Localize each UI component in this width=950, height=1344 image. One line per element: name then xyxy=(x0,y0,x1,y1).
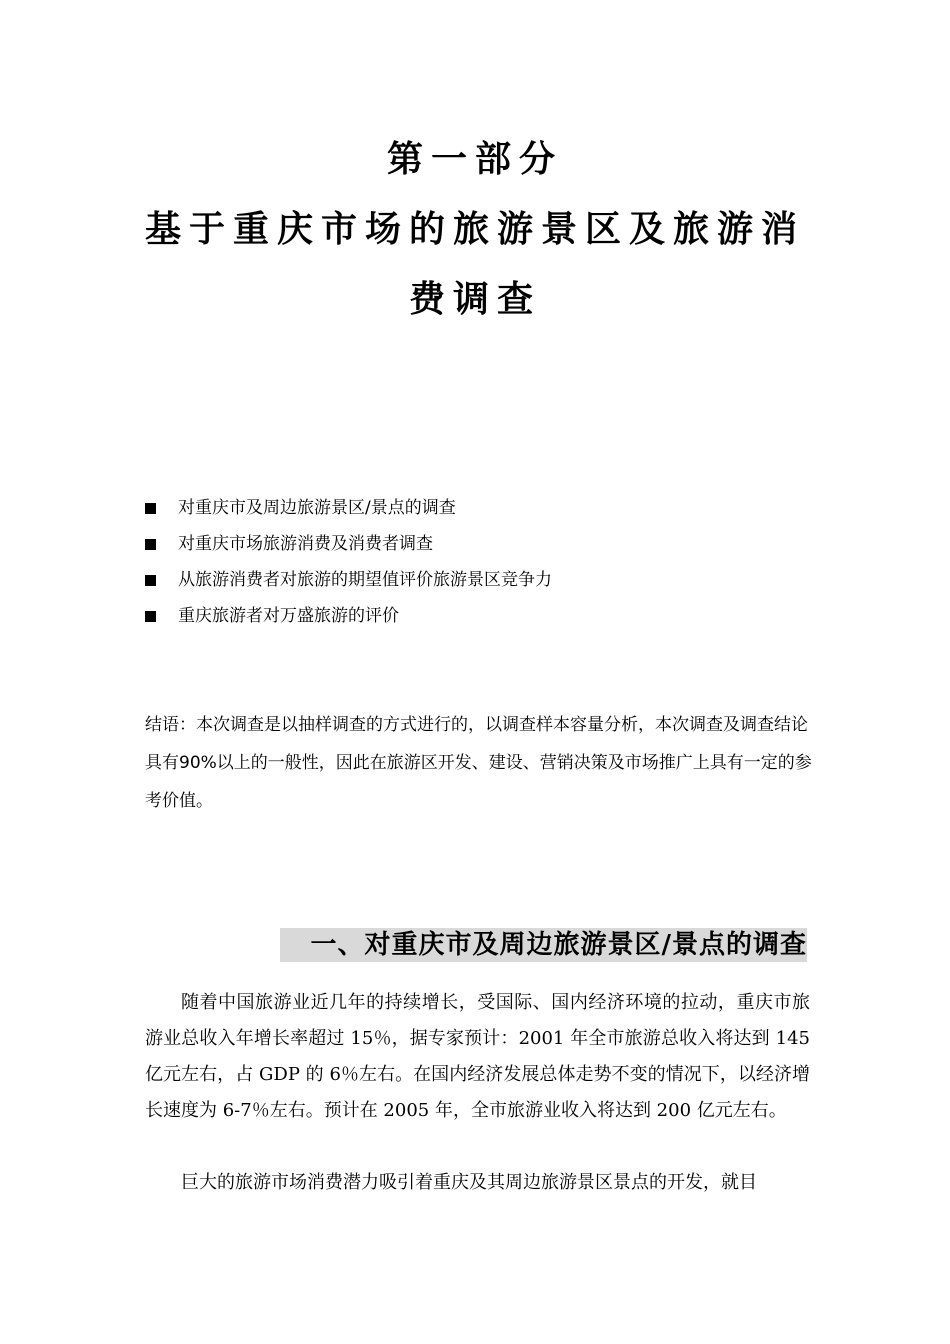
list-item xyxy=(145,562,552,598)
body-paragraph: 巨大的旅游市场消费潜力吸引着重庆及其周边旅游景区景点的开发，就目 xyxy=(181,1172,757,1193)
conclusion-paragraph: 结语：本次调查是以抽样调查的方式进行的，以调查样本容量分析，本次调查及调查结论具有90%以上的一般性，因此在旅游区开发、建设、营销决策及市场推广上具有一定的参考价值。 xyxy=(145,715,812,811)
list-item-text: 从旅游消费者对旅游的期望值评价旅游景区竞争力 xyxy=(178,570,552,590)
part-title-line-3: 费调查 xyxy=(408,279,541,320)
list-item xyxy=(145,598,552,634)
section-heading: 一、对重庆市及周边旅游景区/景点的调查 xyxy=(280,928,807,962)
square-bullet-icon xyxy=(145,611,156,622)
list-item xyxy=(145,526,552,562)
square-bullet-icon xyxy=(145,539,156,550)
list-item-text: 重庆旅游者对万盛旅游的评价 xyxy=(178,606,399,626)
square-bullet-icon xyxy=(145,575,156,586)
body-paragraph: 随着中国旅游业近几年的持续增长，受国际、国内经济环境的拉动，重庆市旅游业总收入年增长率超过 15％，据专家预计：2001 年全市旅游总收入将达到 145 亿元左右，占 GDP 的 6％左右。在国内经济发展总体走势不变的情况下，以经济增长速度为 6-7％左右。预计在 2005 年，全市旅游业收入将达到 200 亿元左右。 xyxy=(145,992,810,1121)
contents-list xyxy=(145,490,552,634)
part-title-line-1: 第一部分 xyxy=(386,139,563,180)
list-item-text: 对重庆市场旅游消费及消费者调查 xyxy=(178,534,433,554)
part-title xyxy=(0,125,950,335)
part-title-line-2: 基于重庆市场的旅游景区及旅游消 xyxy=(144,209,805,250)
square-bullet-icon xyxy=(145,503,156,514)
list-item xyxy=(145,490,552,526)
list-item-text: 对重庆市及周边旅游景区/景点的调查 xyxy=(178,498,456,518)
